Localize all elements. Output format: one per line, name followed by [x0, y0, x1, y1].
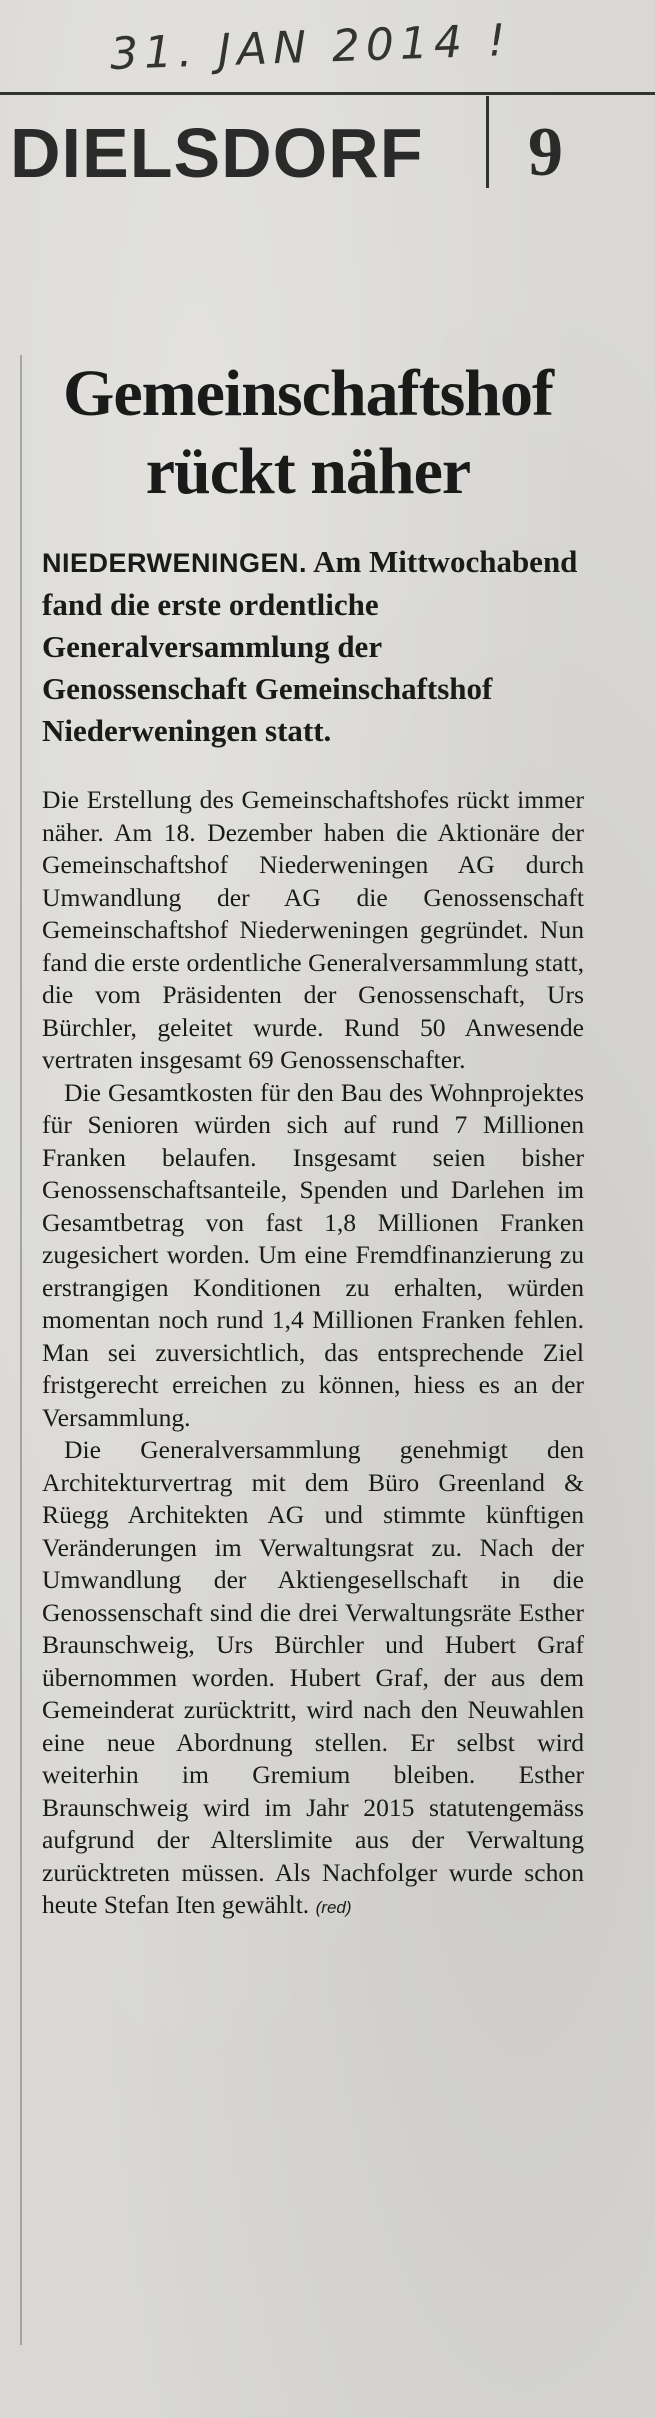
body-paragraph: Die Gesamtkosten für den Bau des Wohnprojektes für Senioren würden sich auf rund 7 Millionen Franken belaufen. Insgesamt seien bisher Genossenschaftsanteile, Spenden und Darlehen im Gesamtbetrag von fast 1,8 Millionen Franken zugesichert worden. Um eine Fremdfinanzierung zu erstrangigen Konditionen zu erhalten, würden momentan noch rund 1,4 Millionen Franken fehlen. Man sei zuversichtlich, das entsprechende Ziel fristgerecht erreichen zu können, hiess es an der Versammlung.	[42, 1077, 584, 1432]
article	[20, 355, 584, 2345]
page-number: 9	[528, 114, 563, 191]
lead-paragraph	[42, 541, 584, 752]
section-title: DIELSDORF	[10, 114, 424, 192]
body-paragraph-text: Die Generalversammlung genehmigt den Architekturvertrag mit dem Büro Greenland & Rüegg Architekten AG und stimmte künftigen Veränderungen im Verwaltungsrat zu. Nach der Umwandlung der Aktiengesellschaft in die Genossenschaft sind die drei Verwaltungsräte Esther Braunschweig, Urs Bürchler und Hubert Graf übernommen worden. Hubert Graf, der aus dem Gemeinderat zurücktritt, wird nach den Neuwahlen eine neue Abordnung stellen. Er selbst wird weiterhin im Gremium bleiben. Esther Braunschweig wird im Jahr 2015 statutengemäss aufgrund der Alterslimite aus der Verwaltung zurücktreten müssen. Als Nachfolger wurde schon heute Stefan Iten gewählt.	[42, 1435, 584, 1919]
header-rule	[0, 92, 655, 95]
author-credit: (red)	[315, 1898, 352, 1917]
lead-text: Am Mittwochabend fand die erste ordentliche Generalversammlung der Genossenschaft Gemeinschaftshof Niederweningen statt.	[42, 544, 578, 748]
dateline: NIEDERWENINGEN.	[42, 548, 308, 578]
body-paragraph	[42, 1434, 584, 1925]
body-paragraph: Die Erstellung des Gemeinschaftshofes rückt immer näher. Am 18. Dezember haben die Aktionäre der Gemeinschaftshof Niederweningen AG durch Umwandlung der AG die Genossenschaft Gemeinschaftshof Niederweningen gegründet. Nun fand die erste ordentliche Generalversammlung statt, die vom Präsidenten der Genossenschaft, Urs Bürchler, geleitet wurde. Rund 50 Anwesende vertraten insgesamt 69 Genossenschafter.	[42, 785, 584, 1074]
handwritten-date: 31. JAN 2014 !	[109, 15, 513, 80]
header-divider	[486, 96, 489, 188]
headline: Gemeinschaftshof rückt näher	[63, 357, 553, 508]
